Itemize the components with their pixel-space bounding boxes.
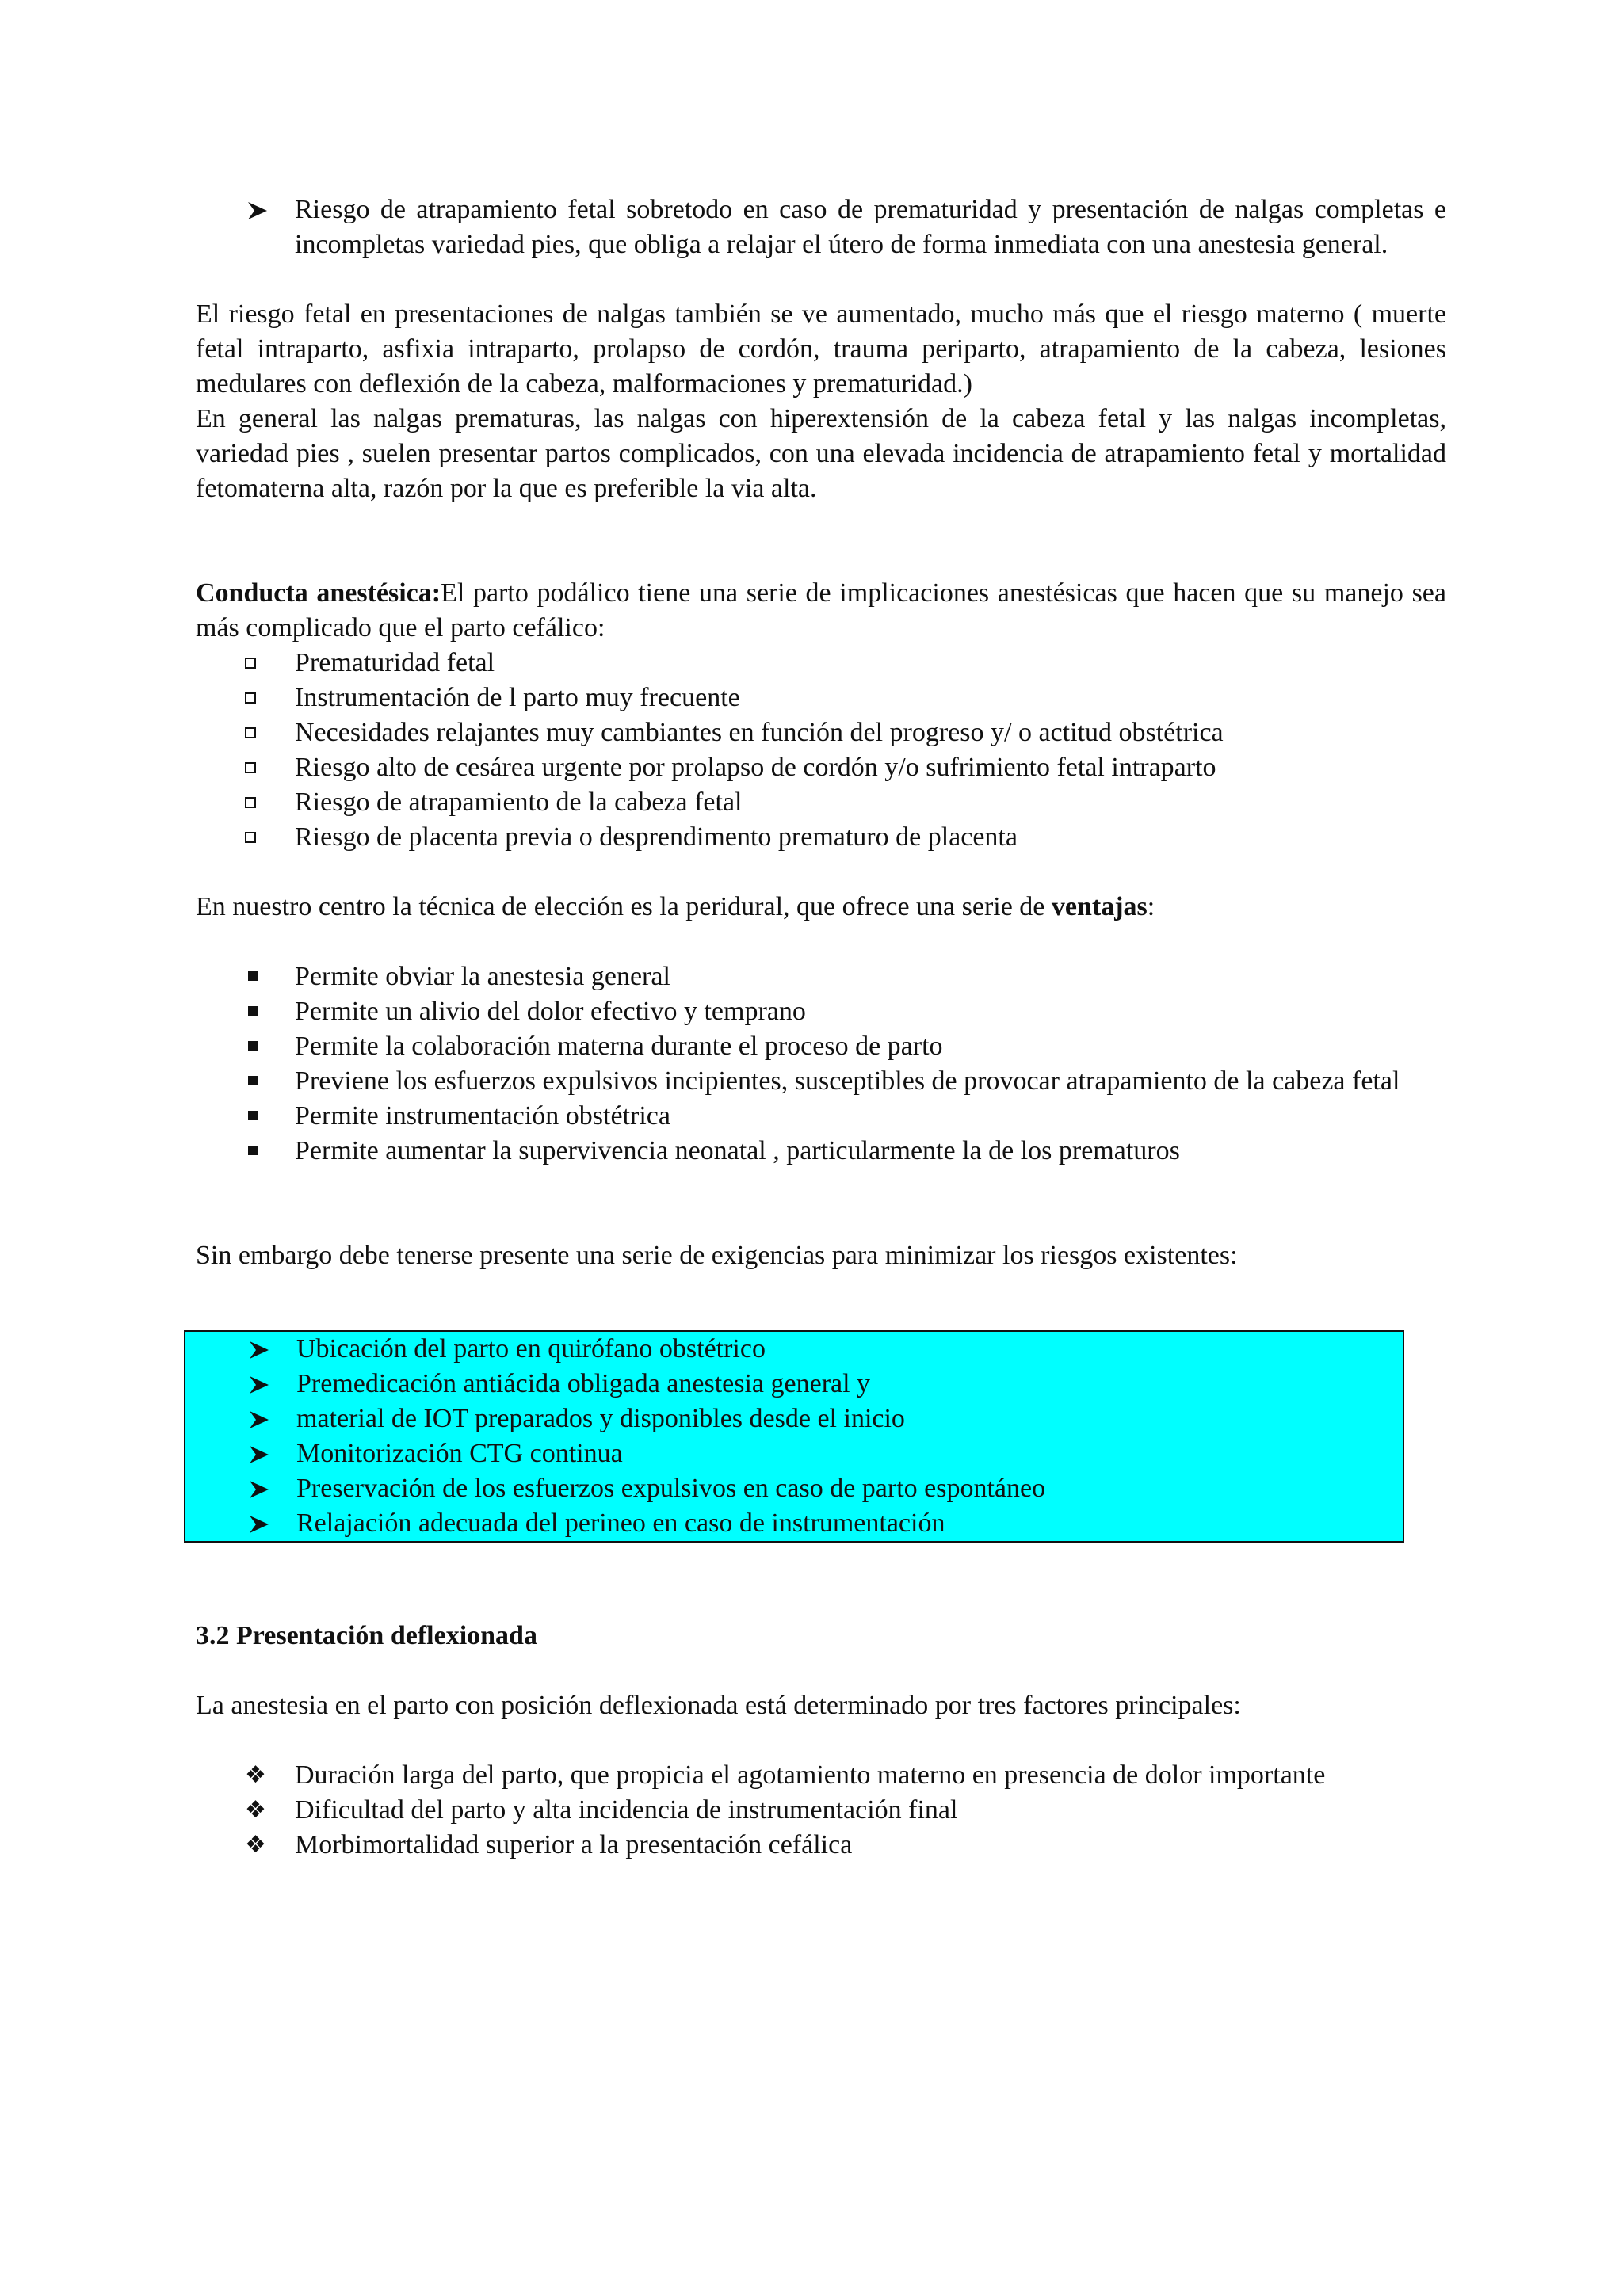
list-item: Permite obviar la anestesia general bbox=[196, 959, 1446, 994]
list-item: Riesgo de placenta previa o desprendimento prematuro de placenta bbox=[196, 820, 1446, 855]
list-item: material de IOT preparados y disponibles desde el inicio bbox=[197, 1402, 1403, 1436]
four-diamond-bullet-icon: ❖ bbox=[245, 1831, 266, 1859]
conducta-list bbox=[196, 646, 1446, 855]
paragraph-riesgo-fetal: El riesgo fetal en presentaciones de nalgas también se ve aumentado, mucho más que el riesgo materno ( muerte fetal intraparto, asfixia intraparto, prolapso de cordón, trauma periparto, atrapamiento de la cabeza, lesiones medulares con deflexión de la cabeza, malformaciones y prematuridad.) bbox=[196, 299, 1446, 399]
list-item: Premedicación antiácida obligada anestesia general y bbox=[197, 1367, 1403, 1402]
paragraph-deflexionada: La anestesia en el parto con posición deflexionada está determinado por tres factores principales: bbox=[196, 1691, 1241, 1720]
square-bullet-icon bbox=[248, 1006, 258, 1016]
square-bullet-icon bbox=[248, 1111, 258, 1120]
ventajas-list bbox=[196, 959, 1446, 1169]
exigencias-list bbox=[197, 1332, 1403, 1541]
list-item: Previene los esfuerzos expulsivos incipientes, susceptibles de provocar atrapamiento de la cabeza fetal bbox=[196, 1064, 1446, 1099]
checkbox-bullet-icon bbox=[245, 832, 256, 843]
list-item: Prematuridad fetal bbox=[196, 646, 1446, 681]
paragraph-centro: En nuestro centro la técnica de elección es la peridural, que ofrece una serie de ventajas: bbox=[196, 892, 1155, 921]
four-diamond-bullet-icon: ❖ bbox=[245, 1796, 266, 1824]
exigencias-highlight-box bbox=[184, 1330, 1404, 1543]
list-item: ❖ Dificultad del parto y alta incidencia de instrumentación final bbox=[196, 1793, 1446, 1828]
square-bullet-icon bbox=[248, 1041, 258, 1051]
factores-list bbox=[196, 1758, 1446, 1863]
list-item: Preservación de los esfuerzos expulsivos en caso de parto espontáneo bbox=[197, 1471, 1403, 1506]
checkbox-bullet-icon bbox=[245, 762, 256, 773]
checkbox-bullet-icon bbox=[245, 692, 256, 704]
list-item: Permite la colaboración materna durante el proceso de parto bbox=[196, 1029, 1446, 1064]
square-bullet-icon bbox=[248, 1146, 258, 1155]
list-item: Ubicación del parto en quirófano obstétrico bbox=[197, 1332, 1403, 1367]
conducta-heading: Conducta anestésica: bbox=[196, 578, 441, 608]
ventajas-bold: ventajas bbox=[1051, 892, 1148, 921]
paragraph-general: En general las nalgas prematuras, las nalgas con hiperextensión de la cabeza fetal y las nalgas incompletas, variedad pies , suelen presentar partos complicados, con una elevada incidencia de atrapamiento fetal y mortalidad fetomaterna alta, razón por la que es preferible la via alta. bbox=[196, 404, 1446, 503]
list-item: ❖ Duración larga del parto, que propicia el agotamiento materno en presencia de dolor importante bbox=[196, 1758, 1446, 1793]
list-item: Riesgo de atrapamiento de la cabeza fetal bbox=[196, 785, 1446, 820]
list-item: Permite instrumentación obstétrica bbox=[196, 1099, 1446, 1134]
checkbox-bullet-icon bbox=[245, 797, 256, 808]
list-item-text: Riesgo de atrapamiento fetal sobretodo en caso de prematuridad y presentación de nalgas completas e incompletas variedad pies, que obliga a relajar el útero de forma inmediata con una anestesia general. bbox=[295, 195, 1446, 259]
paragraph-conducta bbox=[196, 576, 1446, 646]
conducta-text: El parto podálico tiene una serie de implicaciones anestésicas que hacen que su manejo sea más complicado que el parto cefálico: bbox=[196, 578, 1446, 643]
checkbox-bullet-icon bbox=[245, 658, 256, 669]
list-item: Necesidades relajantes muy cambiantes en función del progreso y/ o actitud obstétrica bbox=[196, 715, 1446, 750]
square-bullet-icon bbox=[248, 971, 258, 981]
list-item: Permite un alivio del dolor efectivo y temprano bbox=[196, 994, 1446, 1029]
list-item: Monitorización CTG continua bbox=[197, 1436, 1403, 1471]
document-page bbox=[196, 193, 1446, 1863]
section-heading: 3.2 Presentación deflexionada bbox=[196, 1621, 537, 1650]
list-item: Instrumentación de l parto muy frecuente bbox=[196, 681, 1446, 715]
paragraph-exigencias: Sin embargo debe tenerse presente una serie de exigencias para minimizar los riesgos existentes: bbox=[196, 1241, 1238, 1270]
square-bullet-icon bbox=[248, 1076, 258, 1085]
list-item bbox=[196, 193, 1446, 262]
intro-list bbox=[196, 193, 1446, 262]
checkbox-bullet-icon bbox=[245, 727, 256, 738]
list-item: Riesgo alto de cesárea urgente por prolapso de cordón y/o sufrimiento fetal intraparto bbox=[196, 750, 1446, 785]
list-item: Relajación adecuada del perineo en caso de instrumentación bbox=[197, 1506, 1403, 1541]
four-diamond-bullet-icon: ❖ bbox=[245, 1761, 266, 1789]
list-item: Permite aumentar la supervivencia neonatal , particularmente la de los prematuros bbox=[196, 1134, 1446, 1169]
list-item: ❖ Morbimortalidad superior a la presentación cefálica bbox=[196, 1828, 1446, 1863]
